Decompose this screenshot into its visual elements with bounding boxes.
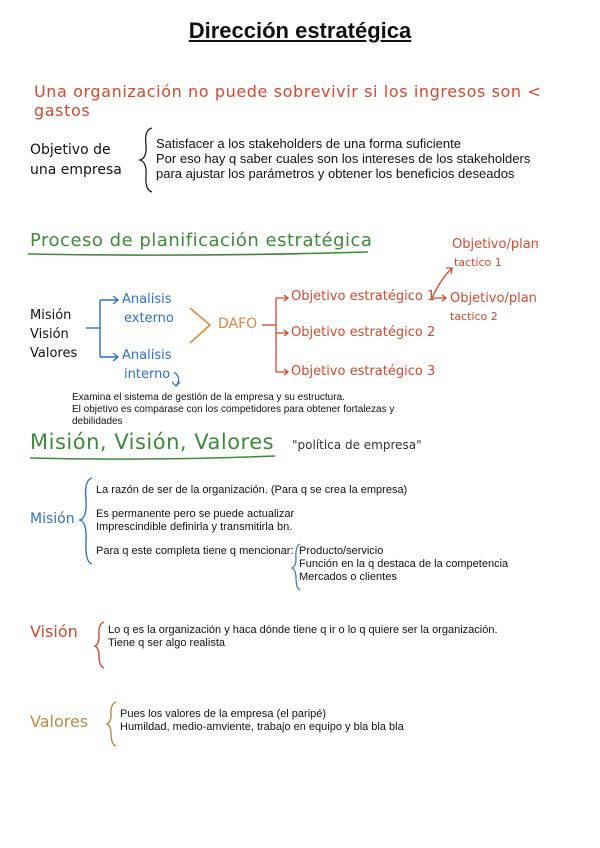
analisis-interno bbox=[122, 346, 171, 384]
interno-note bbox=[72, 392, 394, 428]
objetivo-line-1: Satisfacer a los stakeholders de una forma suficiente bbox=[156, 136, 461, 151]
mision-line-3: Imprescindible definirla y transmitirla bn. bbox=[96, 521, 293, 533]
note-line-3: debilidades bbox=[72, 416, 123, 427]
vision-line-2: Tiene q ser algo realista bbox=[108, 637, 225, 649]
analisis-externo bbox=[122, 290, 174, 328]
valores-line-1: Pues los valores de la empresa (el paripé) bbox=[120, 708, 327, 720]
politica-note: "política de empresa" bbox=[292, 438, 422, 452]
plan-tactico-2 bbox=[450, 290, 537, 326]
vision-label: Visión bbox=[30, 622, 78, 641]
objetivo-line-2: Por eso hay q saber cuales son los intereses de los stakeholders bbox=[156, 151, 531, 166]
input-vision: Visión bbox=[30, 327, 69, 342]
plan-tactico-1 bbox=[452, 236, 539, 272]
objetivo-estrategico-1: Objetivo estratégico 1 bbox=[291, 289, 436, 304]
note-line-1: Examina el sistema de gestión de la empresa y su estructura. bbox=[72, 392, 345, 403]
objetivo-label-line-2: una empresa bbox=[30, 162, 122, 178]
plan-1-line-a: Objetivo/plan bbox=[452, 237, 539, 252]
objetivo-estrategico-3: Objetivo estratégico 3 bbox=[291, 364, 436, 379]
plan-1-line-b: tactico 1 bbox=[454, 256, 502, 269]
input-valores: Valores bbox=[30, 346, 78, 361]
objetivo-text bbox=[156, 136, 530, 181]
interno-line-2: interno bbox=[124, 367, 171, 382]
dafo-label: DAFO bbox=[218, 316, 258, 332]
externo-line-1: Analisis bbox=[122, 292, 172, 307]
objetivo-label-line-1: Objetivo de bbox=[30, 142, 111, 158]
input-mision: Misión bbox=[30, 308, 72, 323]
mision-items bbox=[299, 545, 508, 584]
objetivo-line-3: para ajustar los parámetros y obtener los beneficios deseados bbox=[156, 166, 515, 181]
proceso-heading: Proceso de planificación estratégica bbox=[30, 230, 373, 251]
externo-line-2: externo bbox=[124, 311, 174, 326]
valores-label: Valores bbox=[30, 712, 89, 731]
page-title: Dirección estratégica bbox=[188, 18, 412, 43]
vision-text bbox=[108, 624, 498, 650]
valores-line-2: Humildad, medio-amviente, trabajo en equipo y bla bla bla bbox=[120, 721, 404, 733]
vision-line-1: Lo q es la organización y haca dónde tiene q ir o lo q quiere ser la organización. bbox=[108, 624, 498, 636]
mision-line-4: Para q este completa tiene q mencionar: bbox=[96, 545, 294, 557]
intro-text: Una organización no puede sobrevivir si los ingresos son < gastos bbox=[34, 82, 542, 120]
plan-2-line-a: Objetivo/plan bbox=[450, 291, 537, 306]
objetivo-label bbox=[30, 140, 122, 180]
proceso-inputs bbox=[30, 306, 77, 363]
note-line-2: El objetivo es comparase con los competidores para obtener fortalezas y bbox=[72, 404, 395, 415]
valores-text bbox=[120, 708, 404, 734]
mision-line-2: Es permanente pero se puede actualizar bbox=[96, 508, 295, 520]
mision-item-1: Producto/servicio bbox=[299, 545, 384, 557]
interno-line-1: Analisis bbox=[122, 348, 172, 363]
mision-item-3: Mercados o clientes bbox=[299, 571, 397, 583]
mision-item-2: Función en la q destaca de la competencia bbox=[299, 558, 509, 570]
objetivo-estrategico-2: Objetivo estratégico 2 bbox=[291, 325, 436, 340]
mision-label: Misión bbox=[30, 511, 75, 527]
mvv-heading: Misión, Visión, Valores bbox=[30, 430, 275, 454]
plan-2-line-b: tactico 2 bbox=[450, 310, 498, 323]
mision-line-1: La razón de ser de la organización. (Para q se crea la empresa) bbox=[96, 484, 408, 496]
